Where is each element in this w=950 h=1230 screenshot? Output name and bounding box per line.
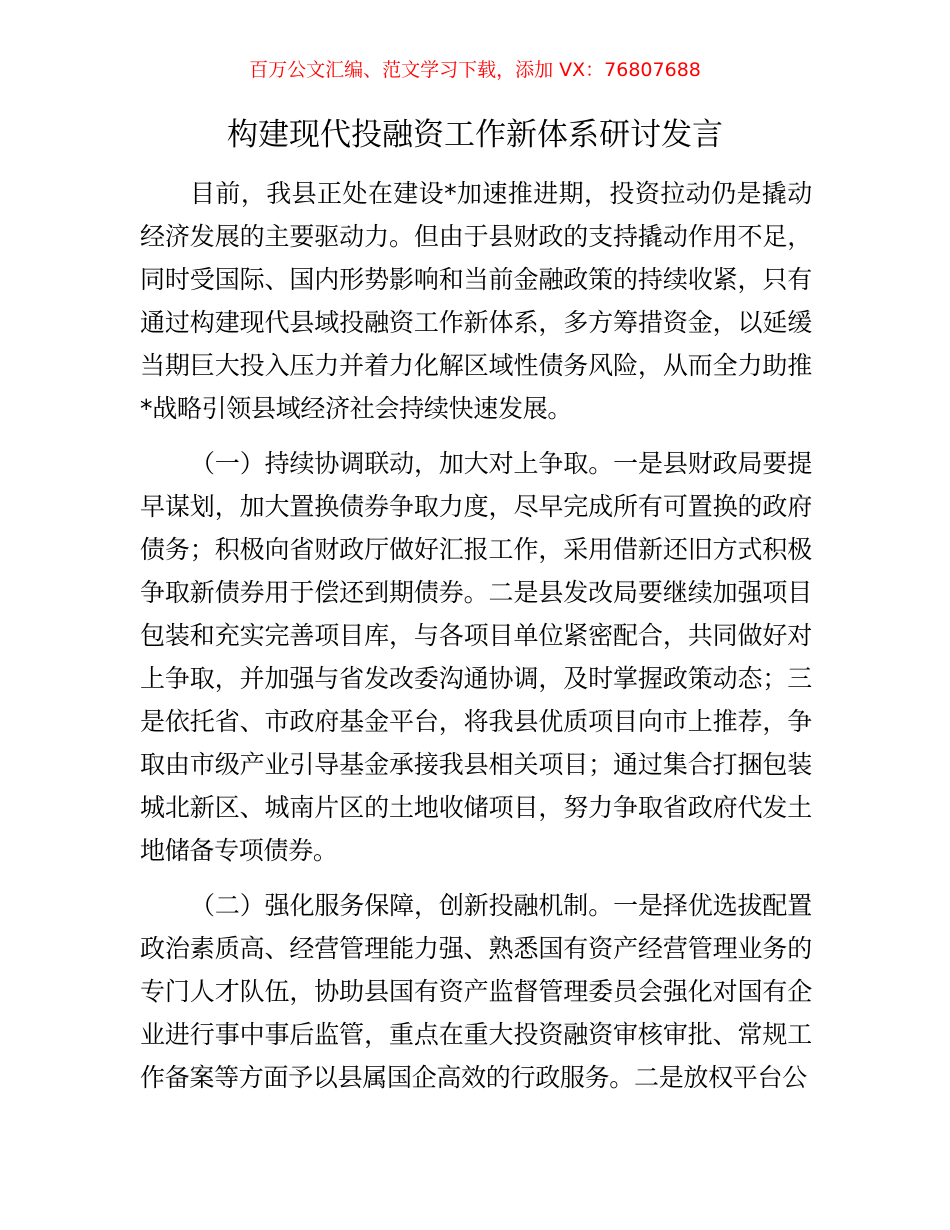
document-body: [140, 172, 812, 1099]
paragraph-section-2: （二）强化服务保障，创新投融机制。一是择优选拔配置政治素质高、经营管理能力强、熟悉国有资产经营管理业务的专门人才队伍，协助县国有资产监督管理委员会强化对国有企业进行事中事后监管，重点在重大投资融资审核审批、常规工作备案等方面予以县属国企高效的行政服务。二是放权平台公: [140, 891, 812, 1092]
paragraph-intro: 目前，我县正处在建设*加速推进期，投资拉动仍是撬动经济发展的主要驱动力。但由于县财政的支持撬动作用不足，同时受国际、国内形势影响和当前金融政策的持续收紧，只有通过构建现代县域投融资工作新体系，多方筹措资金，以延缓当期巨大投入压力并着力化解区域性债务风险，从而全力助推*战略引领县域经济社会持续快速发展。: [140, 179, 812, 423]
paragraph-section-1: （一）持续协调联动，加大对上争取。一是县财政局要提早谋划，加大置换债券争取力度，尽早完成所有可置换的政府债务；积极向省财政厅做好汇报工作，采用借新还旧方式积极争取新债券用于偿还到期债券。二是县发改局要继续加强项目包装和充实完善项目库，与各项目单位紧密配合，共同做好对上争取，并加强与省发改委沟通协调，及时掌握政策动态；三是依托省、市政府基金平台，将我县优质项目向市上推荐，争取由市级产业引导基金承接我县相关项目；通过集合打捆包装城北新区、城南片区的土地收储项目，努力争取省政府代发土地储备专项债券。: [140, 449, 812, 865]
document-title: 构建现代投融资工作新体系研讨发言: [227, 117, 723, 153]
header-banner: 百万公文汇编、范文学习下载，添加 VX：76807688: [249, 59, 701, 81]
